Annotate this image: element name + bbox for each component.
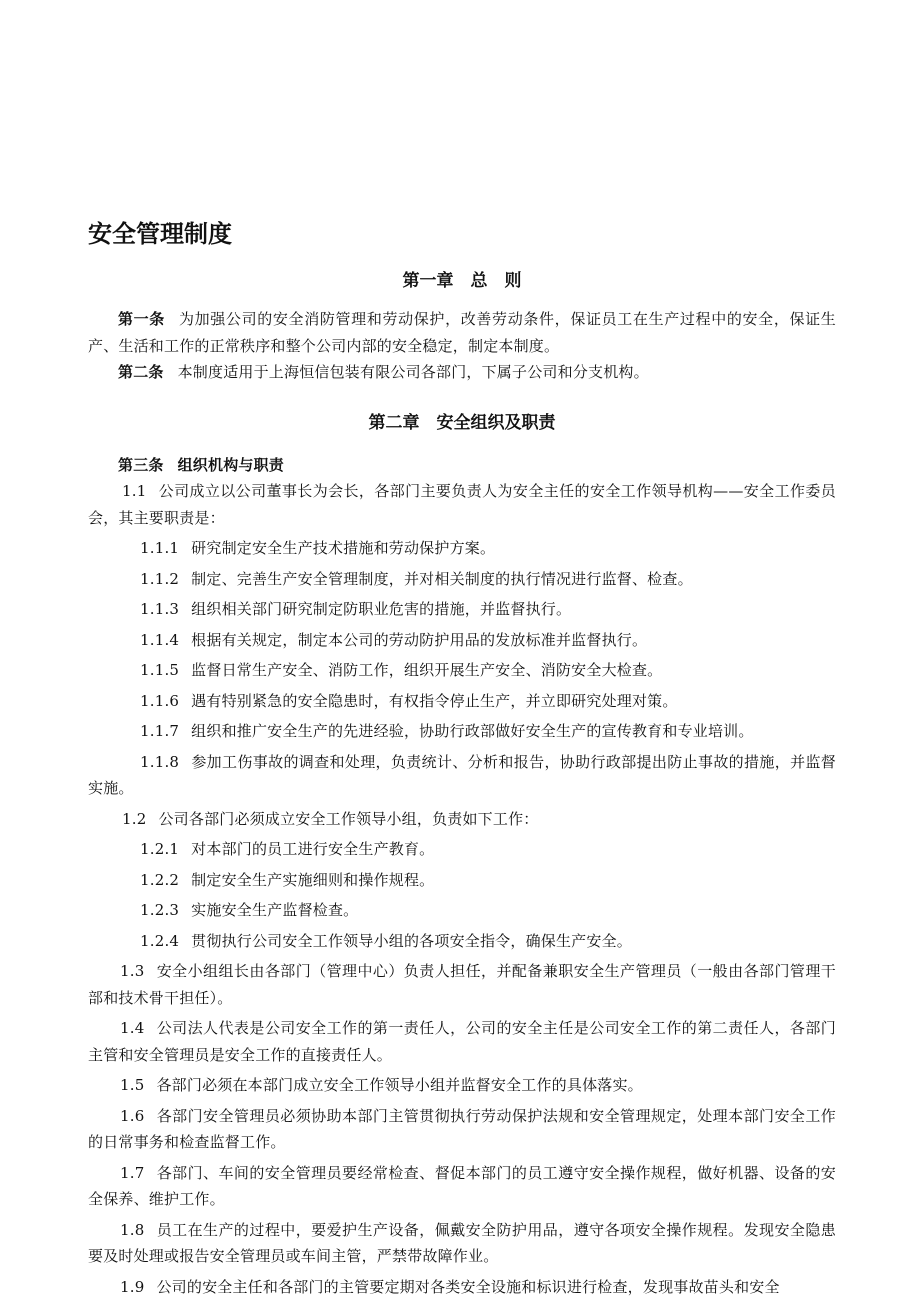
clause-text: 公司各部门必须成立安全工作领导小组，负责如下工作：: [158, 809, 539, 828]
clause-1-2-3: [88, 897, 836, 924]
article-2: [88, 359, 836, 386]
clause-number: 1.1.2: [140, 569, 180, 588]
clause-1-1-8: [88, 749, 836, 802]
clause-number: 1.1.1: [140, 539, 180, 557]
clause-number: 1.2.2: [140, 870, 180, 889]
clause-text: 参加工伤事故的调查和处理，负责统计、分析和报告，协助行政部提出防止事故的措施，并监督实施。: [88, 752, 836, 797]
clause-1-2: [88, 806, 836, 833]
document-page: [88, 216, 836, 1300]
clause-text: 制定、完善生产安全管理制度，并对相关制度的执行情况进行监督、检查。: [191, 569, 693, 588]
clause-number: 1.2.1: [140, 840, 180, 858]
clause-text: 各部门安全管理员必须协助本部门主管贯彻执行劳动保护法规和安全管理规定，处理本部门安全工作的日常事务和检查监督工作。: [88, 1106, 836, 1151]
clause-text: 员工在生产的过程中，要爱护生产设备，佩戴安全防护用品，遵守各项安全操作规程。发现安全隐患要及时处理或报告安全管理员或车间主管，严禁带故障作业。: [88, 1220, 836, 1265]
clause-text: 监督日常生产安全、消防工作，组织开展生产安全、消防安全大检查。: [191, 661, 663, 679]
clause-text: 组织相关部门研究制定防职业危害的措施，并监督执行。: [191, 600, 572, 618]
clause-number: 1.3: [120, 962, 145, 980]
document-title: 安全管理制度: [88, 220, 232, 248]
article-3-heading: [88, 452, 836, 479]
clause-text: 各部门、车间的安全管理员要经常检查、督促本部门的员工遵守安全操作规程，做好机器、设备的安全保养、维护工作。: [88, 1163, 836, 1208]
chapter-2-heading: 第二章 安全组织及职责: [368, 412, 556, 433]
clause-1-7: [88, 1160, 836, 1213]
article-1-label: 第一条: [118, 310, 165, 328]
clause-text: 贯彻执行公司安全工作领导小组的各项安全指令，确保生产安全。: [191, 931, 632, 950]
clause-number: 1.1: [122, 482, 147, 500]
clause-text: 安全小组组长由各部门（管理中心）负责人担任，并配备兼职安全生产管理员（一般由各部门管理干部和技术骨干担任）。: [88, 962, 836, 1007]
clause-1-1-3: [88, 596, 836, 623]
clause-number: 1.1.6: [140, 691, 180, 710]
clause-text: 制定安全生产实施细则和操作规程。: [191, 870, 435, 889]
clause-text: 根据有关规定，制定本公司的劳动防护用品的发放标准并监督执行。: [191, 630, 648, 649]
clause-1-3: [88, 958, 836, 1011]
clause-text: 公司成立以公司董事长为会长，各部门主要负责人为安全主任的安全工作领导机构——安全工作委员会，其主要职责是：: [88, 482, 836, 527]
clause-text: 公司的安全主任和各部门的主管要定期对各类安全设施和标识进行检查，发现事故苗头和安全: [156, 1277, 780, 1296]
clause-1-6: [88, 1103, 836, 1156]
clause-text: 组织和推广安全生产的先进经验，协助行政部做好安全生产的宣传教育和专业培训。: [191, 722, 754, 740]
clause-1-2-1: [88, 836, 836, 863]
chapter-1-heading: 第一章 总 则: [402, 271, 522, 291]
clause-1-5: [88, 1072, 836, 1099]
clause-number: 1.1.8: [140, 752, 180, 771]
clause-text: 研究制定安全生产技术措施和劳动保护方案。: [191, 539, 496, 557]
clause-number: 1.7: [120, 1163, 145, 1182]
clause-1-1-2: [88, 566, 836, 593]
clause-text: 遇有特别紧急的安全隐患时，有权指令停止生产，并立即研究处理对策。: [191, 691, 678, 710]
clause-number: 1.4: [120, 1019, 145, 1037]
clause-text: 实施安全生产监督检查。: [191, 901, 359, 919]
clause-number: 1.1.5: [140, 661, 180, 679]
clause-1-8: [88, 1217, 836, 1270]
clause-1-2-4: [88, 928, 836, 955]
clause-number: 1.1.4: [140, 630, 180, 649]
clause-text: 各部门必须在本部门成立安全工作领导小组并监督安全工作的具体落实。: [156, 1076, 643, 1094]
clause-1-1-6: [88, 688, 836, 715]
article-2-label: 第二条: [118, 363, 164, 381]
article-3-title: 组织机构与职责: [177, 455, 285, 474]
article-3-label: 第三条: [118, 455, 164, 474]
clause-number: 1.6: [120, 1106, 145, 1125]
clause-1-1-1: [88, 535, 836, 562]
clause-1-9: [88, 1274, 836, 1301]
clause-1-1-7: [88, 718, 836, 745]
clause-1-2-2: [88, 867, 836, 894]
clause-number: 1.8: [120, 1220, 145, 1239]
clause-text: 对本部门的员工进行安全生产教育。: [191, 840, 435, 858]
clause-1-1-5: [88, 657, 836, 684]
clause-number: 1.2: [122, 809, 147, 828]
clause-1-1: [88, 478, 836, 531]
clause-number: 1.2.4: [140, 931, 180, 950]
clause-1-4: [88, 1015, 836, 1068]
clause-number: 1.2.3: [140, 901, 180, 919]
clause-number: 1.5: [120, 1076, 145, 1094]
clause-1-1-4: [88, 627, 836, 654]
article-1-text: 为加强公司的安全消防管理和劳动保护，改善劳动条件，保证员工在生产过程中的安全，保证生产、生活和工作的正常秩序和整个公司内部的安全稳定，制定本制度。: [88, 310, 836, 355]
clause-number: 1.9: [120, 1277, 145, 1296]
article-2-text: 本制度适用于上海恒信包装有限公司各部门，下属子公司和分支机构。: [177, 363, 649, 381]
article-1: [88, 306, 836, 359]
clause-text: 公司法人代表是公司安全工作的第一责任人，公司的安全主任是公司安全工作的第二责任人，各部门主管和安全管理员是安全工作的直接责任人。: [88, 1019, 836, 1064]
clause-number: 1.1.3: [140, 600, 180, 618]
clause-number: 1.1.7: [140, 722, 180, 740]
